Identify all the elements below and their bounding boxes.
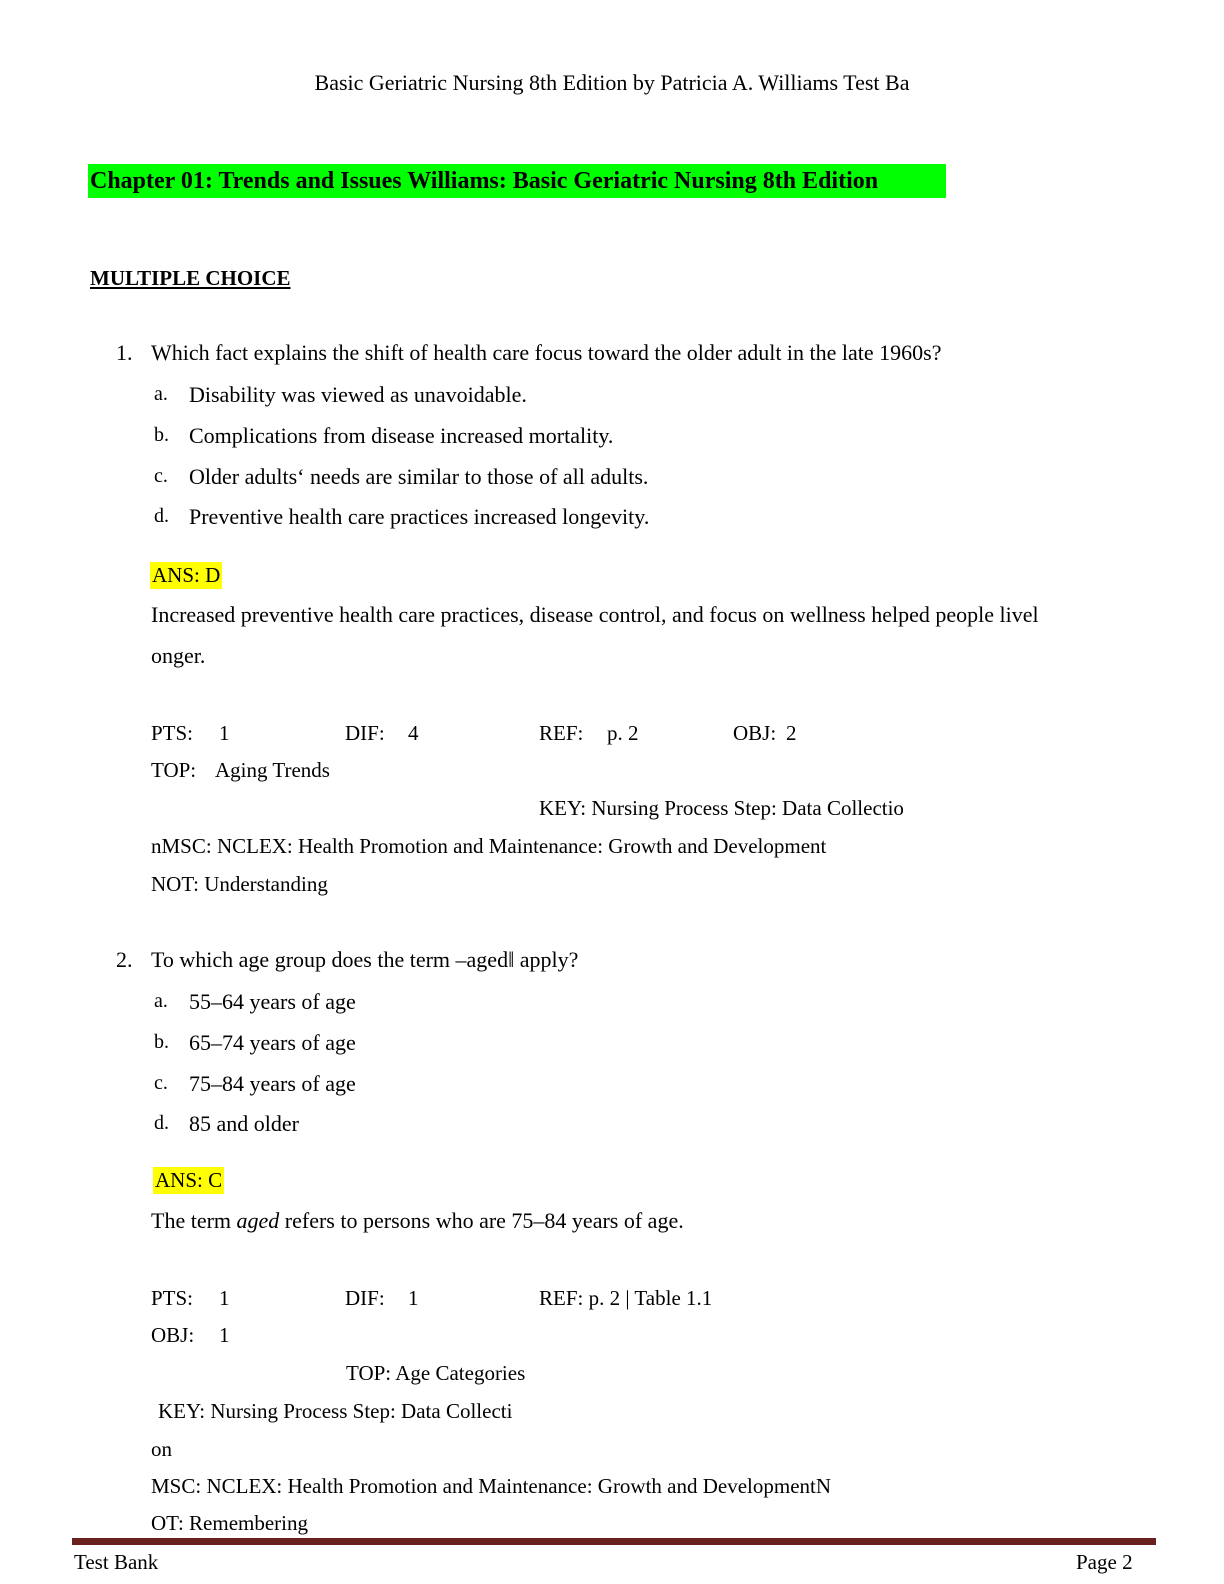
option-text: 65–74 years of age	[189, 1030, 356, 1055]
obj-value: 2	[786, 721, 797, 745]
question-stem: Which fact explains the shift of health care focus toward the older adult in the late 1960s?	[151, 340, 942, 365]
section-title: MULTIPLE CHOICE	[90, 266, 291, 290]
page-header-title: Basic Geriatric Nursing 8th Edition by Patricia A. Williams Test Ba	[314, 70, 910, 95]
option-text: 75–84 years of age	[189, 1071, 356, 1096]
option-letter: c.	[154, 1072, 168, 1094]
footer-left-label: Test Bank	[74, 1550, 159, 1574]
pts-value: 1	[219, 1286, 230, 1310]
answer-explanation: Increased preventive health care practices, disease control, and focus on wellness helped people livel	[151, 602, 1039, 627]
option-letter: c.	[154, 465, 168, 487]
expl-before: The term	[151, 1208, 237, 1233]
ref-line: REF: p. 2 | Table 1.1	[539, 1286, 713, 1310]
not-line: NOT: Understanding	[151, 872, 328, 896]
option-text: Older adults‘ needs are similar to those of all adults.	[189, 464, 649, 489]
option-letter: d.	[154, 505, 169, 527]
top-line: TOP: Age Categories	[346, 1361, 526, 1385]
option-letter: b.	[154, 424, 169, 446]
option-letter: d.	[154, 1112, 169, 1134]
option-letter: b.	[154, 1031, 169, 1053]
dif-label: DIF:	[345, 721, 385, 745]
question-stem	[151, 947, 578, 973]
question-number: 2.	[116, 947, 133, 972]
question-number: 1.	[116, 340, 133, 365]
dif-value: 1	[408, 1286, 419, 1310]
answer-badge: ANS: D	[152, 563, 221, 587]
answer-badge: ANS: C	[155, 1168, 223, 1192]
answer-explanation-cont: onger.	[151, 643, 206, 668]
expl-emphasis: aged	[236, 1208, 280, 1233]
dif-label: DIF:	[345, 1286, 385, 1310]
option-text: Preventive health care practices increased longevity.	[189, 504, 650, 529]
pts-value: 1	[219, 721, 230, 745]
pts-label: PTS:	[151, 721, 194, 745]
chapter-title: Chapter 01: Trends and Issues Williams: Basic Geriatric Nursing 8th Edition	[88, 164, 946, 198]
expl-after: refers to persons who are 75–84 years of age.	[279, 1208, 684, 1233]
dif-value: 4	[408, 721, 419, 745]
footer-rule	[72, 1538, 1156, 1545]
option-text: Disability was viewed as unavoidable.	[189, 382, 527, 407]
stem-before: To which age group does the term	[151, 947, 456, 972]
option-letter: a.	[154, 383, 168, 405]
msc-line: MSC: NCLEX: Health Promotion and Maintenance: Growth and DevelopmentN	[151, 1474, 832, 1498]
option-text: 55–64 years of age	[189, 989, 356, 1014]
top-label: TOP:	[151, 758, 197, 782]
msc-line: nMSC: NCLEX: Health Promotion and Maintenance: Growth and Development	[151, 834, 827, 858]
obj-label: OBJ:	[733, 721, 777, 745]
answer-explanation	[151, 1208, 684, 1234]
option-text: Complications from disease increased mortality.	[189, 423, 614, 448]
ref-label: REF:	[539, 721, 584, 745]
option-letter: a.	[154, 990, 168, 1012]
top-value: Aging Trends	[215, 758, 330, 782]
key-line-cont: on	[151, 1437, 172, 1461]
page-number: Page 2	[1076, 1550, 1133, 1574]
obj-value: 1	[219, 1323, 230, 1347]
stem-after: apply?	[514, 947, 579, 972]
stem-term: –aged‖	[455, 947, 515, 972]
pts-label: PTS:	[151, 1286, 194, 1310]
obj-label: OBJ:	[151, 1323, 195, 1347]
option-text: 85 and older	[189, 1111, 299, 1136]
ref-value: p. 2	[607, 721, 639, 745]
not-line: OT: Remembering	[151, 1511, 308, 1535]
key-line: KEY: Nursing Process Step: Data Collecti	[158, 1399, 513, 1423]
key-line: KEY: Nursing Process Step: Data Collectio	[539, 796, 904, 820]
